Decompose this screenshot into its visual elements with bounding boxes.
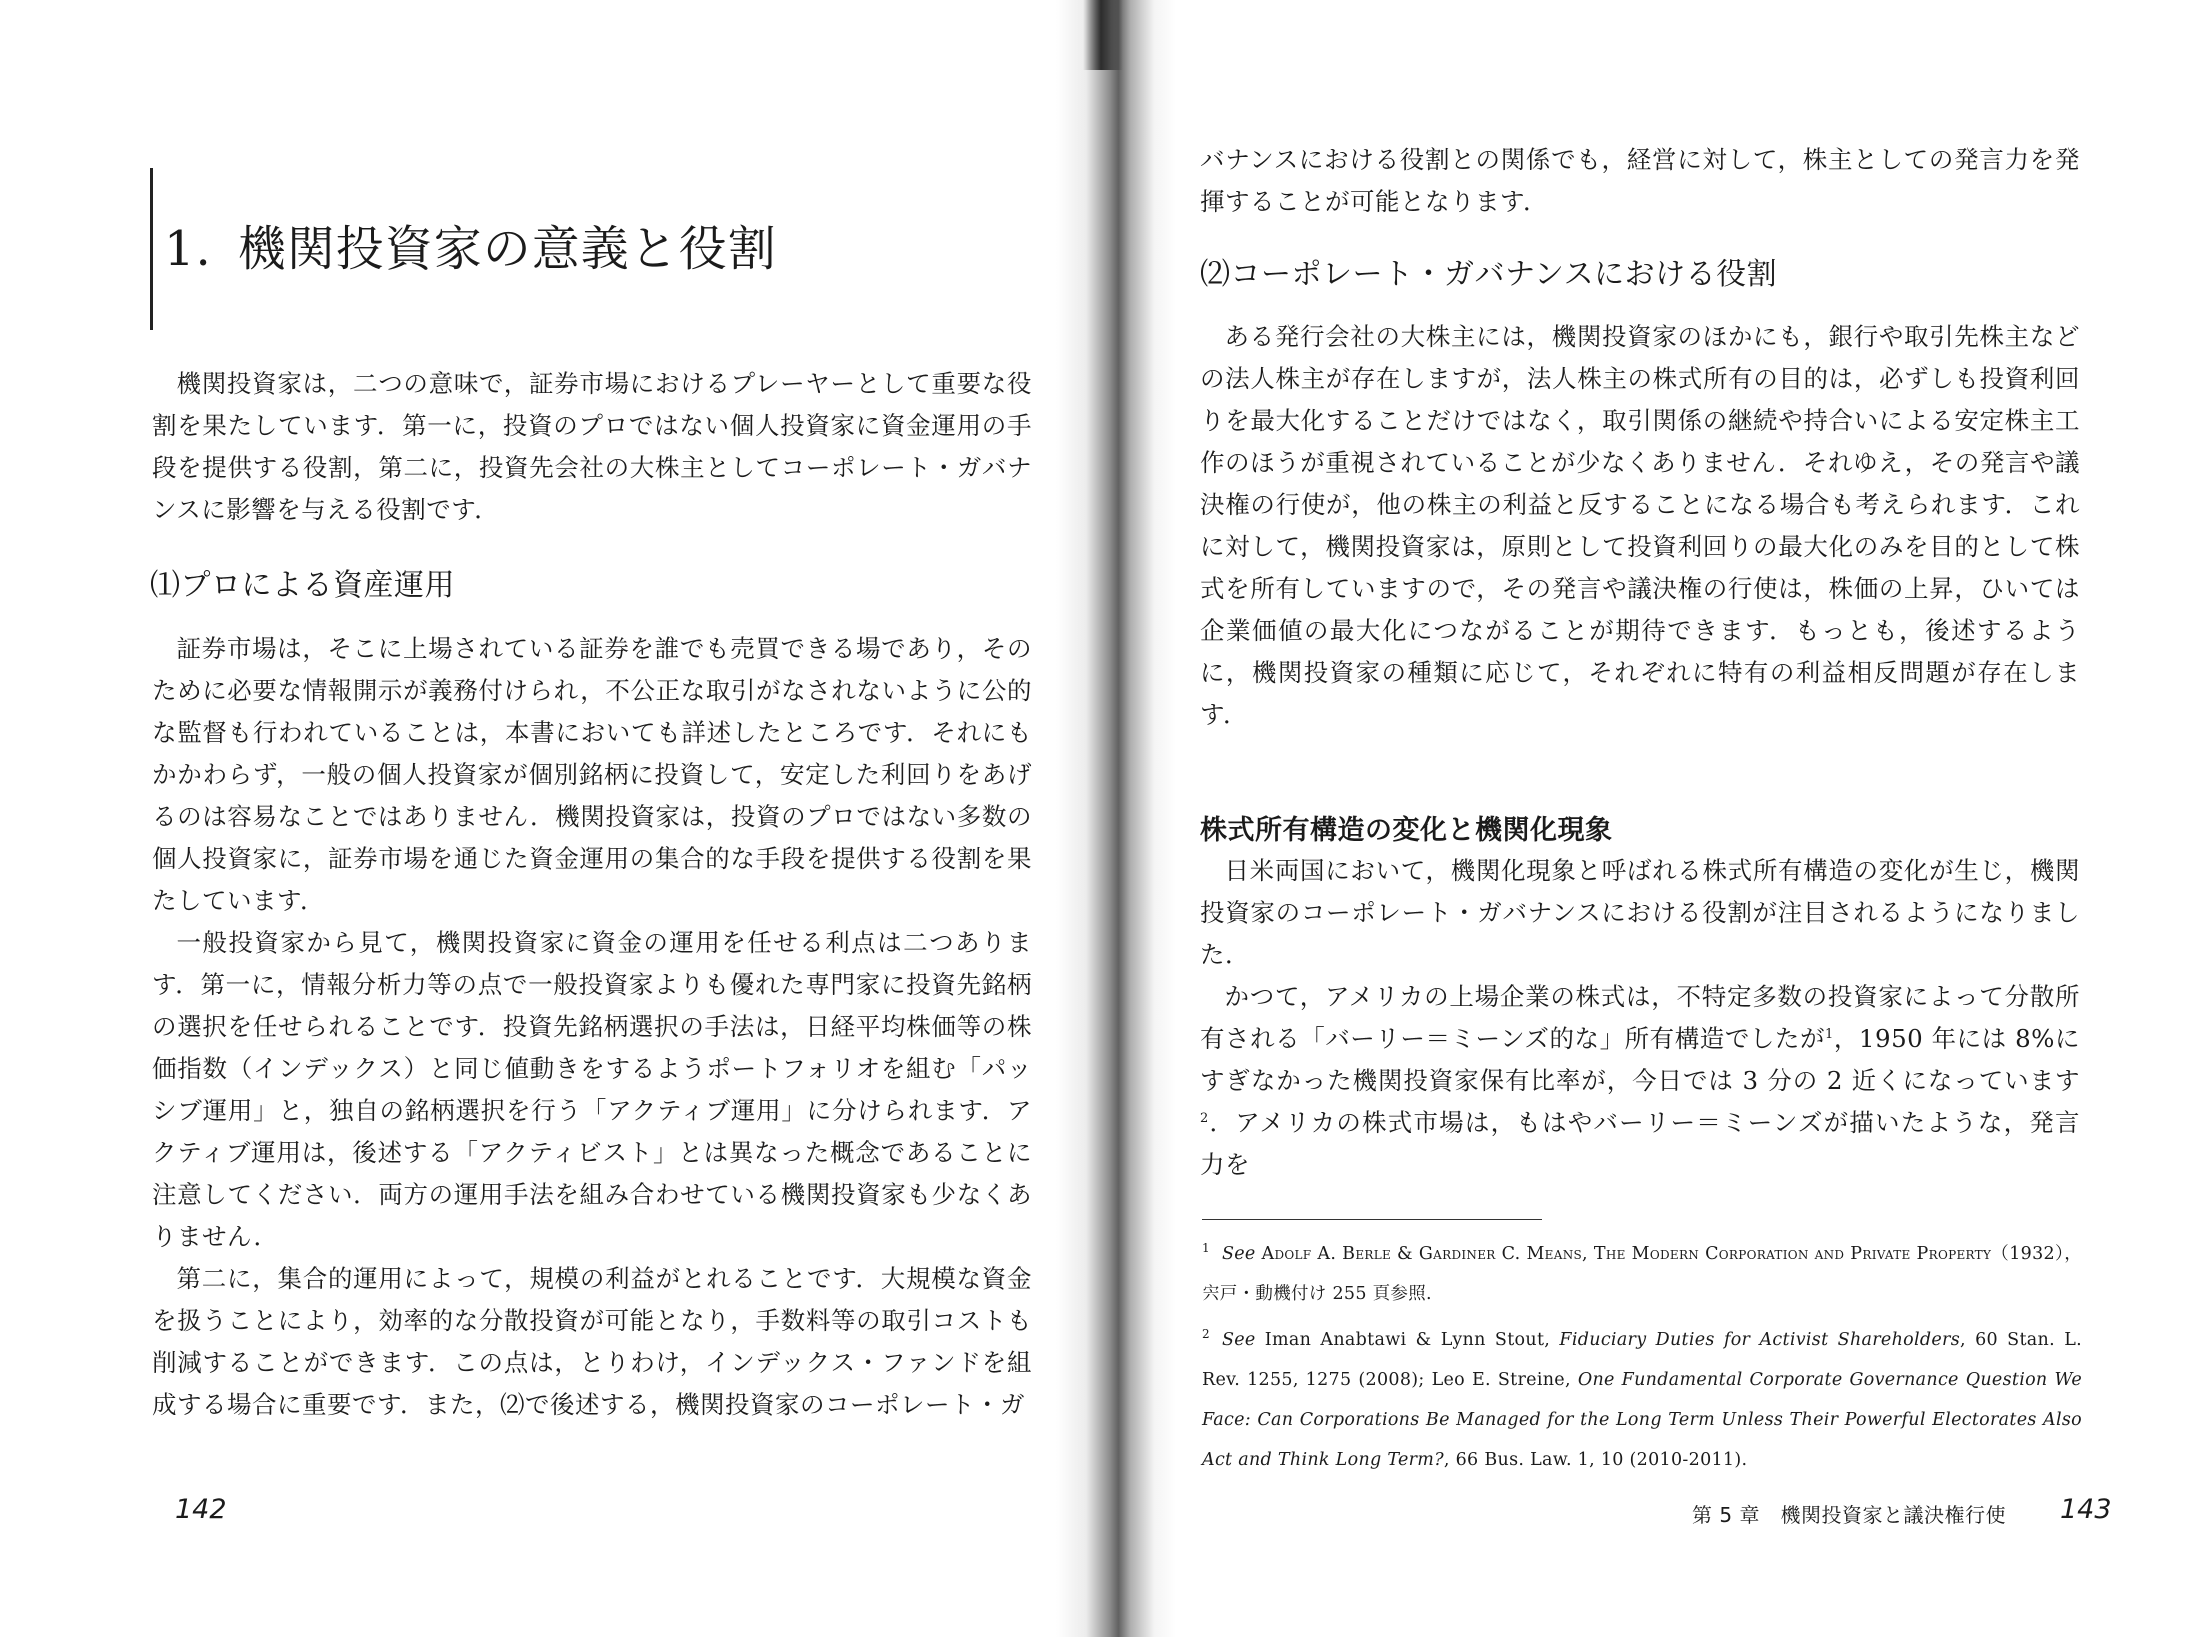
page-number-right: 143 [2060, 1494, 2112, 1525]
running-head: 第 5 章 機関投資家と議決権行使 [1692, 1503, 2006, 1527]
footnote-2-see: See [1221, 1330, 1256, 1350]
intro-paragraph: 機関投資家は，二つの意味で，証券市場におけるプレーヤーとして重要な役割を果たしています．第一に，投資のプロではない個人投資家に資金運用の手段を提供する役割，第二に，投資先会社の大株主としてコーポレート・ガバナンスに影響を与える役割です． [152, 369, 1032, 524]
chapter-number: 1. [164, 221, 212, 277]
section2-paragraph: ある発行会社の大株主には，機関投資家のほかにも，銀行や取引先株主などの法人株主が存在しますが，法人株主の株式所有の目的は，必ずしも投資利回りを最大化することだけではなく，取引関係の継続や持合いによる安定株主工作のほうが重視されていることが少なくありません．それゆえ，その発言や議決権の行使が，他の株主の利益と反することになる場合も考えられます．これに対して，機関投資家は，原則として投資利回りの最大化のみを目的として株式を所有していますので，その発言や議決権の行使は，株価の上昇，ひいては企業価値の最大化につながることが期待できます．もっとも，後述するように，機関投資家の種類に応じて，それぞれに特有の利益相反問題が存在します． [1200, 322, 2080, 729]
footnote-1 [1202, 1228, 2082, 1314]
intro-block [152, 363, 1032, 531]
section1-body [152, 628, 1032, 1426]
continued-block [1200, 139, 2080, 223]
chapter-title [164, 210, 777, 279]
paragraph-2-part-a: かつて，アメリカの上場企業の株式は，不特定多数の投資家によって分散所有される「バーリー＝ミーンズ的な」所有構造でしたが [1200, 982, 2080, 1053]
chapter-title-text: 機関投資家の意義と役割 [237, 221, 777, 277]
footnote-2-title-b: One Fundamental Corporate Governance Question We Face: Can Corporations Be Managed for the Long Term Unless Their Powerful Electorates Also Act and Think Long Term? [1202, 1370, 2082, 1470]
subsection-paragraph-1: 日米両国において，機関化現象と呼ばれる株式所有構造の変化が生じ，機関投資家のコーポレート・ガバナンスにおける役割が注目されるようになりました． [1200, 856, 2080, 969]
footnote-2-source-b: , 66 Bus. Law. 1, 10 (2010-2011). [1443, 1450, 1748, 1470]
section1-heading: ⑴プロによる資産運用 [150, 568, 455, 603]
footnote-rule [1202, 1219, 1542, 1220]
section1-paragraph-2: 一般投資家から見て，機関投資家に資金の運用を任せる利点は二つあります．第一に，情報分析力等の点で一般投資家よりも優れた専門家に投資先銘柄の選択を任せられることです．投資先銘柄選択の手法は，日経平均株価等の株価指数（インデックス）と同じ値動きをするようポートフォリオを組む「パッシブ運用」と，独自の銘柄選択を行う「アクティブ運用」に分けられます．アクティブ運用は，後述する「アクティビスト」とは異なった概念であることに注意してください．両方の運用手法を組み合わせている機関投資家も少なくありません． [152, 928, 1032, 1251]
footnote-2-authors: Iman Anabtawi & Lynn Stout, [1264, 1330, 1560, 1350]
continued-paragraph: バナンスにおける役割との関係でも，経営に対して，株主としての発言力を発揮することが可能となります． [1200, 145, 2080, 216]
footnote-ref-2: 2 [1200, 1111, 1209, 1126]
footnote-1-citation: Adolf A. Berle & Gardiner C. Means, The Modern Corporation and Private Property [1261, 1244, 1992, 1264]
page-number-left: 142 [175, 1494, 227, 1525]
section1-paragraph-3: 第二に，集合的運用によって，規模の利益がとれることです．大規模な資金を扱うことにより，効率的な分散投資が可能となり，手数料等の取引コストも削減することができます．この点は，とりわけ，インデックス・ファンドを組成する場合に重要です．また，⑵で後述する，機関投資家のコーポレート・ガ [152, 1264, 1032, 1419]
footnote-2-title-a: Fiduciary Duties for Activist Shareholders [1559, 1330, 1960, 1350]
section1-paragraph-1: 証券市場は，そこに上場されている証券を誰でも売買できる場であり，そのために必要な情報開示が義務付けられ，不公正な取引がなされないように公的な監督も行われていることは，本書においても詳述したところです．それにもかかわらず，一般の個人投資家が個別銘柄に投資して，安定した利回りをあげるのは容易なことではありません．機関投資家は，投資のプロではない多数の個人投資家に，証券市場を通じた資金運用の集合的な手段を提供する役割を果たしています． [152, 634, 1032, 915]
section2-body [1200, 316, 2080, 736]
book-binding-edge [1083, 0, 1123, 70]
subsection-paragraph-2 [1200, 976, 2080, 1186]
footnotes [1202, 1228, 2082, 1480]
subsection-body [1200, 850, 2080, 1186]
footnote-2-source-a: , 60 Stan. L. Rev. 1255, 1275 (2008); Leo E. Streine, [1202, 1330, 2082, 1390]
footnote-ref-1: 1 [1825, 1027, 1834, 1042]
footnote-2-mark: 2 [1202, 1327, 1210, 1341]
subsection-heading: 株式所有構造の変化と機関化現象 [1200, 815, 1613, 846]
section2-heading: ⑵コーポレート・ガバナンスにおける役割 [1200, 257, 1778, 292]
chapter-title-rule [150, 168, 153, 330]
left-page [0, 0, 1080, 1637]
footnote-1-see: See [1221, 1244, 1256, 1264]
footnote-1-mark: 1 [1202, 1241, 1210, 1255]
paragraph-2-part-c: ．アメリカの株式市場は，もはやバーリー＝ミーンズが描いたような，発言力を [1200, 1108, 2080, 1179]
footnote-2 [1202, 1314, 2082, 1480]
footnote-1-tail: （1932），宍戸・動機付け 255 頁参照. [1202, 1244, 2082, 1304]
right-page [1130, 0, 2211, 1637]
paragraph-2-part-b: ，1950 年には 8%にすぎなかった機関投資家保有比率が，今日では 3 分の 2 近くになっています [1200, 1024, 2080, 1095]
